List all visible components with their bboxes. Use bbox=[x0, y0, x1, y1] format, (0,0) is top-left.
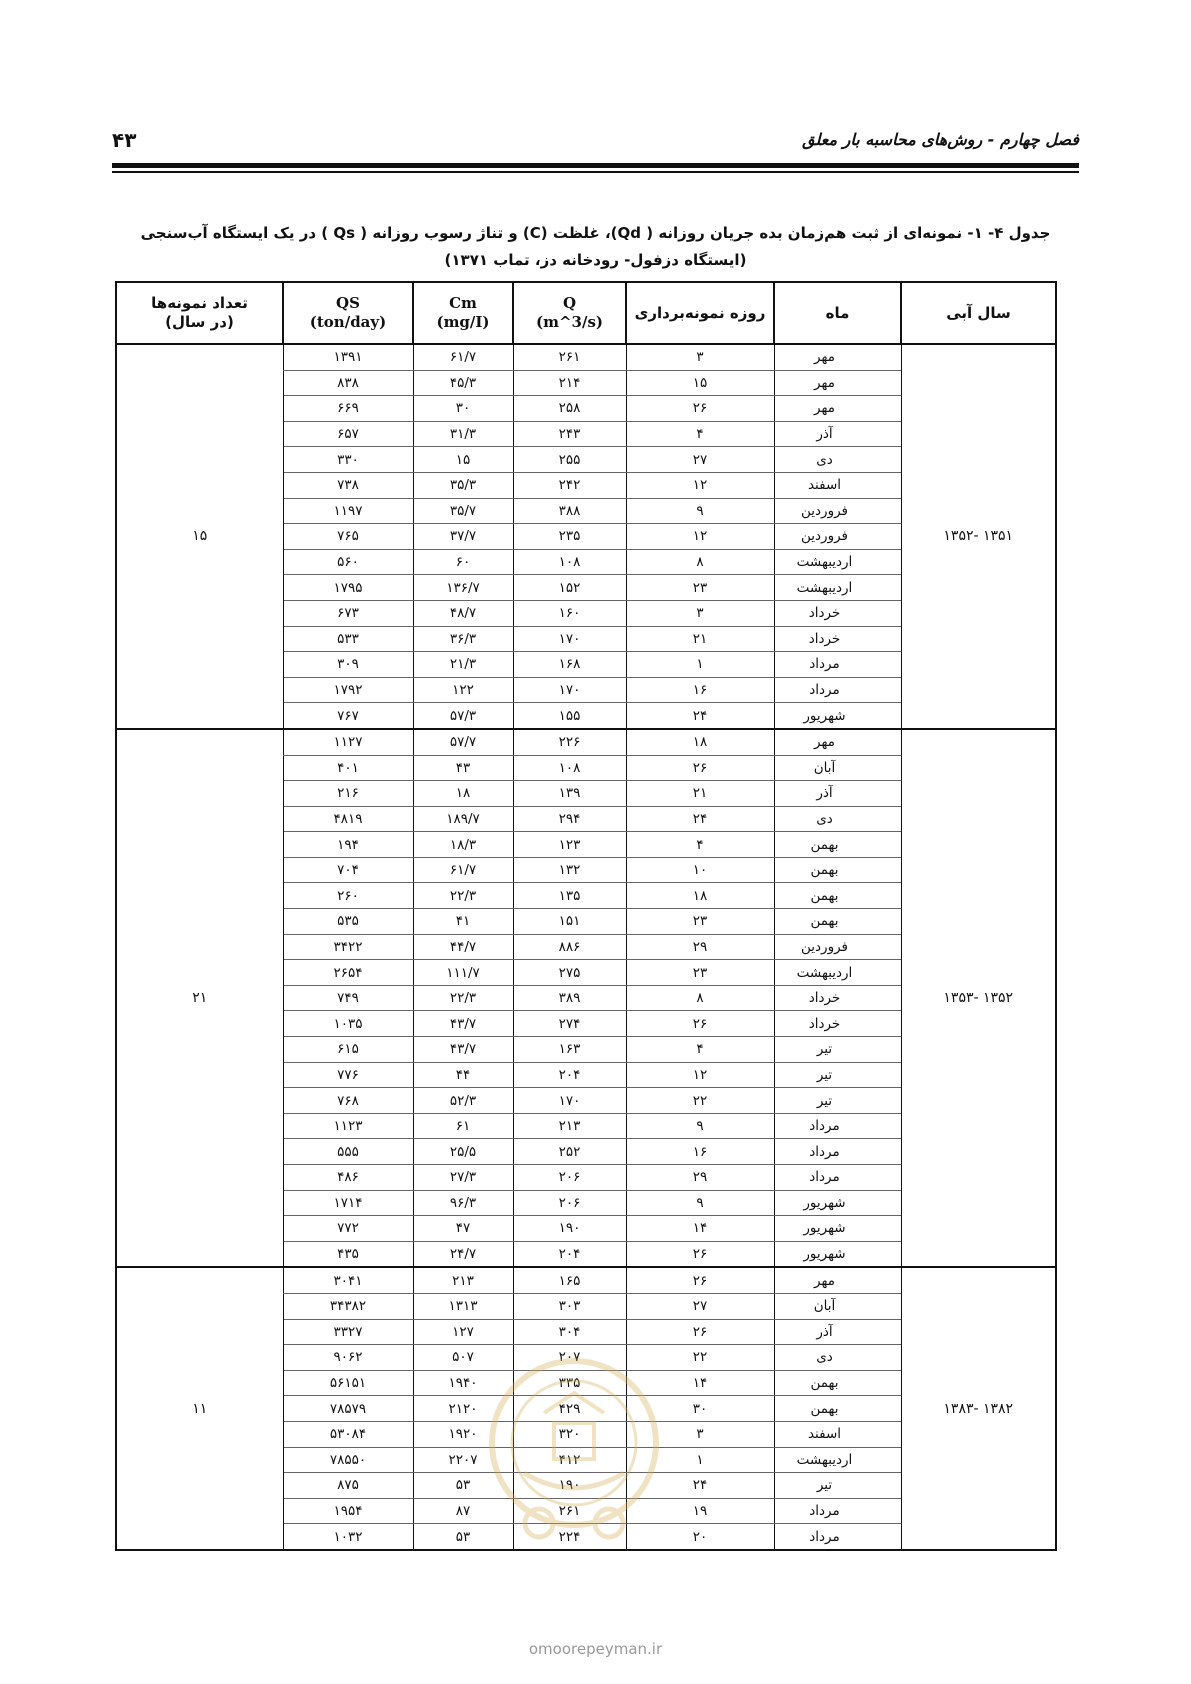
q-cell: ۱۲۳ bbox=[513, 832, 626, 858]
header-qs-unit: (ton/day) bbox=[309, 313, 387, 331]
q-cell: ۳۰۴ bbox=[513, 1319, 626, 1345]
month-cell: تیر bbox=[774, 1088, 901, 1114]
cm-cell: ۸۷ bbox=[413, 1498, 513, 1524]
qs-cell: ۳۴۳۸۲ bbox=[283, 1293, 413, 1319]
cm-cell: ۴۳/۷ bbox=[413, 1011, 513, 1037]
sampling-day-cell: ۲۳ bbox=[626, 575, 774, 601]
qs-cell: ۱۰۳۵ bbox=[283, 1011, 413, 1037]
qs-cell: ۷۳۸ bbox=[283, 472, 413, 498]
month-cell: خرداد bbox=[774, 1011, 901, 1037]
cm-cell: ۱۸ bbox=[413, 781, 513, 807]
qs-cell: ۳۴۲۲ bbox=[283, 934, 413, 960]
qs-cell: ۷۷۶ bbox=[283, 1062, 413, 1088]
sampling-day-cell: ۴ bbox=[626, 421, 774, 447]
q-cell: ۱۷۰ bbox=[513, 626, 626, 652]
q-cell: ۲۴۳ bbox=[513, 421, 626, 447]
sampling-day-cell: ۲۶ bbox=[626, 1319, 774, 1345]
chapter-title: فصل چهارم - روش‌های محاسبه بار معلق bbox=[802, 130, 1079, 149]
q-cell: ۲۵۸ bbox=[513, 396, 626, 422]
sampling-day-cell: ۸ bbox=[626, 985, 774, 1011]
sampling-day-cell: ۲۴ bbox=[626, 703, 774, 729]
sampling-day-cell: ۲۰ bbox=[626, 1524, 774, 1550]
month-cell: شهریور bbox=[774, 1241, 901, 1267]
header-q-unit: (m^3/s) bbox=[535, 313, 604, 331]
month-cell: تیر bbox=[774, 1062, 901, 1088]
cm-cell: ۲۵/۵ bbox=[413, 1139, 513, 1165]
header-cm-name: Cm bbox=[449, 294, 477, 312]
qs-cell: ۷۸۵۷۹ bbox=[283, 1396, 413, 1422]
qs-cell: ۱۳۹۱ bbox=[283, 344, 413, 370]
sampling-day-cell: ۹ bbox=[626, 498, 774, 524]
cm-cell: ۱۸۹/۷ bbox=[413, 806, 513, 832]
qs-cell: ۲۶۵۴ bbox=[283, 960, 413, 986]
qs-cell: ۶۱۵ bbox=[283, 1037, 413, 1063]
month-cell: فروردین bbox=[774, 934, 901, 960]
q-cell: ۲۰۶ bbox=[513, 1190, 626, 1216]
month-cell: مهر bbox=[774, 1267, 901, 1293]
month-cell: آذر bbox=[774, 781, 901, 807]
q-cell: ۳۰۳ bbox=[513, 1293, 626, 1319]
q-cell: ۲۲۶ bbox=[513, 729, 626, 755]
month-cell: بهمن bbox=[774, 1370, 901, 1396]
sampling-day-cell: ۱۲ bbox=[626, 1062, 774, 1088]
month-cell: خرداد bbox=[774, 626, 901, 652]
sampling-day-cell: ۱۶ bbox=[626, 677, 774, 703]
sampling-day-cell: ۹ bbox=[626, 1190, 774, 1216]
qs-cell: ۴۸۶ bbox=[283, 1165, 413, 1191]
month-cell: مهر bbox=[774, 370, 901, 396]
qs-cell: ۵۳۳ bbox=[283, 626, 413, 652]
caption-line-2: (ایستگاه دزفول- رودخانه دز، تماب ۱۳۷۱) bbox=[444, 251, 747, 269]
q-cell: ۱۳۵ bbox=[513, 883, 626, 909]
q-cell: ۱۵۲ bbox=[513, 575, 626, 601]
header-q bbox=[513, 282, 626, 344]
cm-cell: ۳۶/۳ bbox=[413, 626, 513, 652]
cm-cell: ۶۱/۷ bbox=[413, 857, 513, 883]
sampling-day-cell: ۲۱ bbox=[626, 781, 774, 807]
month-cell: بهمن bbox=[774, 832, 901, 858]
website-text: omoorepeyman.ir bbox=[528, 1640, 663, 1658]
water-year-cell: ۱۳۵۱ -۱۳۵۲ bbox=[901, 344, 1056, 729]
q-cell: ۱۰۸ bbox=[513, 549, 626, 575]
cm-cell: ۱۹۲۰ bbox=[413, 1421, 513, 1447]
month-cell: شهریور bbox=[774, 1216, 901, 1242]
sampling-day-cell: ۳۰ bbox=[626, 1396, 774, 1422]
q-cell: ۱۶۳ bbox=[513, 1037, 626, 1063]
sampling-day-cell: ۱۰ bbox=[626, 857, 774, 883]
cm-cell: ۳۵/۳ bbox=[413, 472, 513, 498]
month-cell: مرداد bbox=[774, 1113, 901, 1139]
cm-cell: ۱۳۶/۷ bbox=[413, 575, 513, 601]
sampling-day-cell: ۳ bbox=[626, 600, 774, 626]
qs-cell: ۵۶۱۵۱ bbox=[283, 1370, 413, 1396]
month-cell: مرداد bbox=[774, 1139, 901, 1165]
header-rule-thin bbox=[112, 171, 1079, 173]
cm-cell: ۴۱ bbox=[413, 909, 513, 935]
qs-cell: ۵۳۵ bbox=[283, 909, 413, 935]
q-cell: ۱۷۰ bbox=[513, 677, 626, 703]
month-cell: اسفند bbox=[774, 472, 901, 498]
cm-cell: ۵۰۷ bbox=[413, 1345, 513, 1371]
water-year-cell: ۱۳۵۲ -۱۳۵۳ bbox=[901, 729, 1056, 1267]
cm-cell: ۲۴/۷ bbox=[413, 1241, 513, 1267]
month-cell: مرداد bbox=[774, 677, 901, 703]
header-count-line-2: (در سال) bbox=[165, 313, 234, 331]
sampling-day-cell: ۱ bbox=[626, 652, 774, 678]
sampling-day-cell: ۱۲ bbox=[626, 472, 774, 498]
cm-cell: ۲۷/۳ bbox=[413, 1165, 513, 1191]
q-cell: ۱۳۹ bbox=[513, 781, 626, 807]
cm-cell: ۲۲/۳ bbox=[413, 985, 513, 1011]
cm-cell: ۴۸/۷ bbox=[413, 600, 513, 626]
qs-cell: ۳۳۰ bbox=[283, 447, 413, 473]
q-cell: ۲۴۲ bbox=[513, 472, 626, 498]
cm-cell: ۲۲۰۷ bbox=[413, 1447, 513, 1473]
q-cell: ۱۰۸ bbox=[513, 755, 626, 781]
sampling-day-cell: ۲۶ bbox=[626, 1267, 774, 1293]
month-cell: تیر bbox=[774, 1473, 901, 1499]
qs-cell: ۱۱۲۷ bbox=[283, 729, 413, 755]
cm-cell: ۵۷/۳ bbox=[413, 703, 513, 729]
cm-cell: ۶۱/۷ bbox=[413, 344, 513, 370]
qs-cell: ۷۰۴ bbox=[283, 857, 413, 883]
qs-cell: ۷۶۵ bbox=[283, 524, 413, 550]
qs-cell: ۲۶۰ bbox=[283, 883, 413, 909]
month-cell: بهمن bbox=[774, 1396, 901, 1422]
month-cell: مرداد bbox=[774, 1524, 901, 1550]
page-header bbox=[112, 128, 1079, 156]
qs-cell: ۸۷۵ bbox=[283, 1473, 413, 1499]
month-cell: اردیبهشت bbox=[774, 1447, 901, 1473]
q-cell: ۲۰۶ bbox=[513, 1165, 626, 1191]
q-cell: ۲۶۱ bbox=[513, 344, 626, 370]
sampling-day-cell: ۱۴ bbox=[626, 1216, 774, 1242]
sampling-day-cell: ۱۴ bbox=[626, 1370, 774, 1396]
sampling-day-cell: ۱ bbox=[626, 1447, 774, 1473]
cm-cell: ۵۳ bbox=[413, 1524, 513, 1550]
cm-cell: ۱۸/۳ bbox=[413, 832, 513, 858]
qs-cell: ۶۶۹ bbox=[283, 396, 413, 422]
qs-cell: ۳۳۲۷ bbox=[283, 1319, 413, 1345]
table-caption bbox=[112, 220, 1079, 274]
month-cell: فروردین bbox=[774, 498, 901, 524]
qs-cell: ۷۶۷ bbox=[283, 703, 413, 729]
cm-cell: ۲۱/۳ bbox=[413, 652, 513, 678]
q-cell: ۴۲۹ bbox=[513, 1396, 626, 1422]
month-cell: آذر bbox=[774, 1319, 901, 1345]
sampling-day-cell: ۳ bbox=[626, 1421, 774, 1447]
month-cell: شهریور bbox=[774, 703, 901, 729]
qs-cell: ۱۱۹۷ bbox=[283, 498, 413, 524]
cm-cell: ۴۴/۷ bbox=[413, 934, 513, 960]
month-cell: مهر bbox=[774, 729, 901, 755]
q-cell: ۲۱۴ bbox=[513, 370, 626, 396]
table-row bbox=[116, 1267, 1056, 1293]
table-row bbox=[116, 344, 1056, 370]
month-cell: بهمن bbox=[774, 909, 901, 935]
q-cell: ۱۹۰ bbox=[513, 1473, 626, 1499]
month-cell: مرداد bbox=[774, 1498, 901, 1524]
q-cell: ۱۷۰ bbox=[513, 1088, 626, 1114]
q-cell: ۲۱۳ bbox=[513, 1113, 626, 1139]
sampling-day-cell: ۲۲ bbox=[626, 1345, 774, 1371]
month-cell: مرداد bbox=[774, 652, 901, 678]
q-cell: ۲۳۵ bbox=[513, 524, 626, 550]
month-cell: فروردین bbox=[774, 524, 901, 550]
month-cell: آبان bbox=[774, 1293, 901, 1319]
qs-cell: ۷۶۸ bbox=[283, 1088, 413, 1114]
cm-cell: ۱۲۷ bbox=[413, 1319, 513, 1345]
q-cell: ۲۰۴ bbox=[513, 1062, 626, 1088]
cm-cell: ۱۱۱/۷ bbox=[413, 960, 513, 986]
sampling-day-cell: ۲۴ bbox=[626, 1473, 774, 1499]
qs-cell: ۷۸۵۵۰ bbox=[283, 1447, 413, 1473]
q-cell: ۲۰۴ bbox=[513, 1241, 626, 1267]
sampling-day-cell: ۲۹ bbox=[626, 1165, 774, 1191]
month-cell: بهمن bbox=[774, 883, 901, 909]
watermark-seal-icon bbox=[484, 1353, 664, 1553]
sample-count-cell: ۲۱ bbox=[116, 729, 283, 1267]
q-cell: ۱۳۲ bbox=[513, 857, 626, 883]
header-cm bbox=[413, 282, 513, 344]
header-sample-count bbox=[116, 282, 283, 344]
footer-website bbox=[0, 1640, 1191, 1658]
sampling-day-cell: ۲۷ bbox=[626, 447, 774, 473]
cm-cell: ۵۲/۳ bbox=[413, 1088, 513, 1114]
sampling-day-cell: ۱۸ bbox=[626, 883, 774, 909]
cm-cell: ۳۷/۷ bbox=[413, 524, 513, 550]
sampling-day-cell: ۱۸ bbox=[626, 729, 774, 755]
qs-cell: ۱۹۵۴ bbox=[283, 1498, 413, 1524]
month-cell: مهر bbox=[774, 344, 901, 370]
q-cell: ۳۸۹ bbox=[513, 985, 626, 1011]
month-cell: آبان bbox=[774, 755, 901, 781]
cm-cell: ۱۳۱۳ bbox=[413, 1293, 513, 1319]
qs-cell: ۳۰۹ bbox=[283, 652, 413, 678]
sampling-day-cell: ۴ bbox=[626, 1037, 774, 1063]
qs-cell: ۴۰۱ bbox=[283, 755, 413, 781]
header-qs-name: QS bbox=[336, 294, 360, 312]
q-cell: ۲۷۴ bbox=[513, 1011, 626, 1037]
sampling-day-cell: ۲۱ bbox=[626, 626, 774, 652]
q-cell: ۸۸۶ bbox=[513, 934, 626, 960]
cm-cell: ۱۹۴۰ bbox=[413, 1370, 513, 1396]
sampling-day-cell: ۳ bbox=[626, 344, 774, 370]
q-cell: ۳۸۸ bbox=[513, 498, 626, 524]
sampling-day-cell: ۲۳ bbox=[626, 960, 774, 986]
month-cell: اردیبهشت bbox=[774, 575, 901, 601]
q-cell: ۲۵۲ bbox=[513, 1139, 626, 1165]
sampling-day-cell: ۲۴ bbox=[626, 806, 774, 832]
sampling-day-cell: ۲۶ bbox=[626, 396, 774, 422]
cm-cell: ۳۰ bbox=[413, 396, 513, 422]
cm-cell: ۴۳/۷ bbox=[413, 1037, 513, 1063]
cm-cell: ۳۱/۳ bbox=[413, 421, 513, 447]
sampling-day-cell: ۴ bbox=[626, 832, 774, 858]
qs-cell: ۱۹۴ bbox=[283, 832, 413, 858]
month-cell: اردیبهشت bbox=[774, 960, 901, 986]
qs-cell: ۴۳۵ bbox=[283, 1241, 413, 1267]
sampling-day-cell: ۱۶ bbox=[626, 1139, 774, 1165]
sampling-day-cell: ۱۹ bbox=[626, 1498, 774, 1524]
month-cell: تیر bbox=[774, 1037, 901, 1063]
cm-cell: ۵۷/۷ bbox=[413, 729, 513, 755]
month-cell: اردیبهشت bbox=[774, 549, 901, 575]
month-cell: اسفند bbox=[774, 1421, 901, 1447]
qs-cell: ۶۵۷ bbox=[283, 421, 413, 447]
cm-cell: ۳۵/۷ bbox=[413, 498, 513, 524]
sampling-day-cell: ۲۹ bbox=[626, 934, 774, 960]
cm-cell: ۹۶/۳ bbox=[413, 1190, 513, 1216]
qs-cell: ۲۱۶ bbox=[283, 781, 413, 807]
month-cell: دی bbox=[774, 1345, 901, 1371]
header-rule-thick bbox=[112, 163, 1079, 168]
qs-cell: ۱۷۹۲ bbox=[283, 677, 413, 703]
qs-cell: ۴۸۱۹ bbox=[283, 806, 413, 832]
q-cell: ۲۹۴ bbox=[513, 806, 626, 832]
qs-cell: ۱۰۳۲ bbox=[283, 1524, 413, 1550]
page-number: ۴۳ bbox=[112, 128, 137, 152]
month-cell: بهمن bbox=[774, 857, 901, 883]
table-header-row bbox=[116, 282, 1056, 344]
cm-cell: ۶۱ bbox=[413, 1113, 513, 1139]
q-cell: ۱۶۰ bbox=[513, 600, 626, 626]
q-cell: ۱۵۱ bbox=[513, 909, 626, 935]
sample-count-cell: ۱۱ bbox=[116, 1267, 283, 1550]
month-cell: شهریور bbox=[774, 1190, 901, 1216]
cm-cell: ۱۲۲ bbox=[413, 677, 513, 703]
q-cell: ۱۶۵ bbox=[513, 1267, 626, 1293]
cm-cell: ۶۰ bbox=[413, 549, 513, 575]
sampling-day-cell: ۲۳ bbox=[626, 909, 774, 935]
header-water-year: سال آبی bbox=[901, 282, 1056, 344]
sampling-day-cell: ۹ bbox=[626, 1113, 774, 1139]
month-cell: دی bbox=[774, 447, 901, 473]
month-cell: آذر bbox=[774, 421, 901, 447]
header-month: ماه bbox=[774, 282, 901, 344]
cm-cell: ۴۵/۳ bbox=[413, 370, 513, 396]
qs-cell: ۷۴۹ bbox=[283, 985, 413, 1011]
qs-cell: ۵۵۵ bbox=[283, 1139, 413, 1165]
sampling-day-cell: ۲۷ bbox=[626, 1293, 774, 1319]
qs-cell: ۶۷۳ bbox=[283, 600, 413, 626]
table-row bbox=[116, 729, 1056, 755]
q-cell: ۲۷۵ bbox=[513, 960, 626, 986]
month-cell: مرداد bbox=[774, 1165, 901, 1191]
caption-line-1: جدول ۴- ۱- نمونه‌ای از ثبت هم‌زمان بده جریان روزانه ( Qd)، غلظت (C) و تناژ رسوب روزانه ( Qs ) در یک ایستگاه آب‌سنجی bbox=[140, 224, 1051, 242]
month-cell: مهر bbox=[774, 396, 901, 422]
cm-cell: ۴۳ bbox=[413, 755, 513, 781]
sampling-day-cell: ۱۲ bbox=[626, 524, 774, 550]
qs-cell: ۷۷۲ bbox=[283, 1216, 413, 1242]
sampling-day-cell: ۲۶ bbox=[626, 1011, 774, 1037]
q-cell: ۱۹۰ bbox=[513, 1216, 626, 1242]
q-cell: ۲۶۱ bbox=[513, 1498, 626, 1524]
q-cell: ۳۳۵ bbox=[513, 1370, 626, 1396]
cm-cell: ۴۷ bbox=[413, 1216, 513, 1242]
qs-cell: ۸۳۸ bbox=[283, 370, 413, 396]
qs-cell: ۱۱۲۳ bbox=[283, 1113, 413, 1139]
qs-cell: ۱۷۹۵ bbox=[283, 575, 413, 601]
cm-cell: ۱۵ bbox=[413, 447, 513, 473]
month-cell: دی bbox=[774, 806, 901, 832]
q-cell: ۱۶۸ bbox=[513, 652, 626, 678]
q-cell: ۲۲۴ bbox=[513, 1524, 626, 1550]
cm-cell: ۲۲/۳ bbox=[413, 883, 513, 909]
water-year-cell: ۱۳۸۲ -۱۳۸۳ bbox=[901, 1267, 1056, 1550]
q-cell: ۴۱۲ bbox=[513, 1447, 626, 1473]
qs-cell: ۵۳۰۸۴ bbox=[283, 1421, 413, 1447]
month-cell: خرداد bbox=[774, 985, 901, 1011]
sampling-day-cell: ۲۶ bbox=[626, 1241, 774, 1267]
q-cell: ۳۲۰ bbox=[513, 1421, 626, 1447]
header-cm-unit: (mg/I) bbox=[436, 313, 490, 331]
q-cell: ۲۵۵ bbox=[513, 447, 626, 473]
sampling-day-cell: ۸ bbox=[626, 549, 774, 575]
sampling-day-cell: ۲۶ bbox=[626, 755, 774, 781]
qs-cell: ۱۷۱۴ bbox=[283, 1190, 413, 1216]
month-cell: خرداد bbox=[774, 600, 901, 626]
cm-cell: ۲۱۳ bbox=[413, 1267, 513, 1293]
header-qs bbox=[283, 282, 413, 344]
sample-count-cell: ۱۵ bbox=[116, 344, 283, 729]
sampling-day-cell: ۱۵ bbox=[626, 370, 774, 396]
qs-cell: ۹۰۶۲ bbox=[283, 1345, 413, 1371]
cm-cell: ۵۳ bbox=[413, 1473, 513, 1499]
header-count-line-1: تعداد نمونه‌ها bbox=[151, 294, 248, 312]
cm-cell: ۲۱۲۰ bbox=[413, 1396, 513, 1422]
qs-cell: ۵۶۰ bbox=[283, 549, 413, 575]
header-sampling-day: روزه نمونه‌برداری bbox=[626, 282, 774, 344]
qs-cell: ۳۰۴۱ bbox=[283, 1267, 413, 1293]
header-q-name: Q bbox=[562, 294, 577, 312]
cm-cell: ۴۴ bbox=[413, 1062, 513, 1088]
q-cell: ۱۵۵ bbox=[513, 703, 626, 729]
sampling-day-cell: ۲۲ bbox=[626, 1088, 774, 1114]
q-cell: ۲۰۷ bbox=[513, 1345, 626, 1371]
